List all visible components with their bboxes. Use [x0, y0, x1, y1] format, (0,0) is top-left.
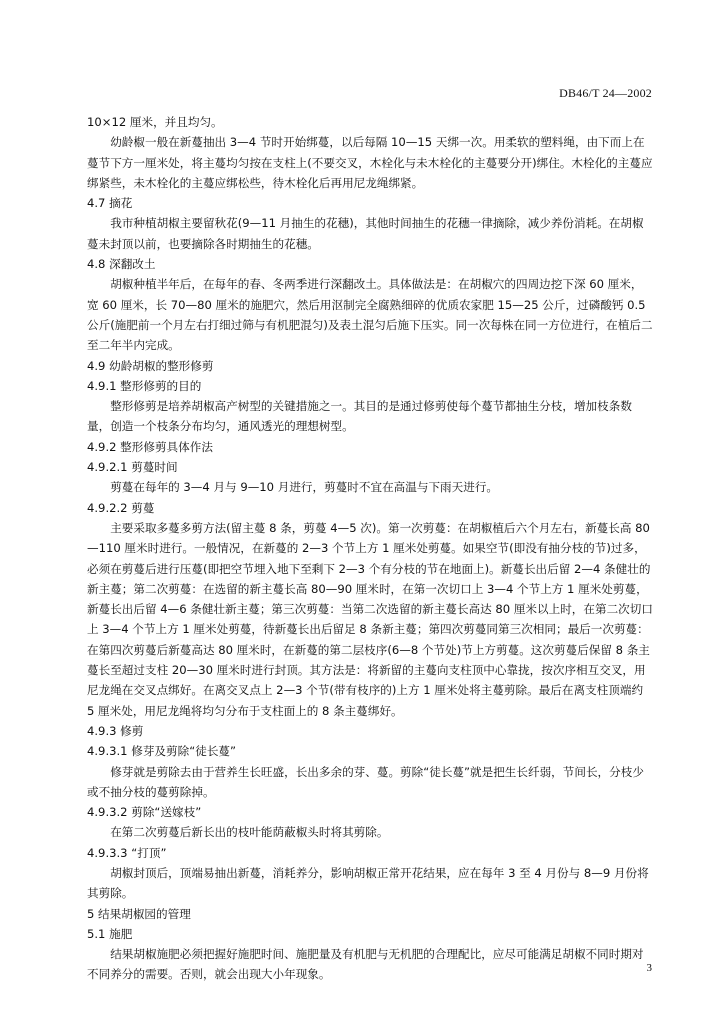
paragraph-continuation: 10×12 厘米，并且均匀。 — [87, 115, 223, 129]
paragraph-vine-cutting: 主要采取多蔓多剪方法(留主蔓 8 条，剪蔓 4—5 次)。第一次剪蔓：在胡椒植后六个月左右，新蔓长高 80—110 厘米时进行。一般情况，在新蔓的 2—3 个节上方 1 厘米处剪蔓。如果空节(即没有抽分枝的节)过多，必须在剪蔓后进行压蔓(即把空节埋入地下至剩下 2—3 个有分枝的节在地面上)。新蔓长出后留 2—4 条健壮的新主蔓；第二次剪蔓：在选留的新主蔓长高 80—90 厘米时，在第一次切口上 3—4 个节上方 1 厘米处剪蔓，新蔓长出后留 4—6 条健壮新主蔓；第三次剪蔓：当第二次选留的新主蔓长高达 80 厘米以上时，在第二次切口上 3—4 个节上方 1 厘米处剪蔓，待新蔓长出后留足 8 条新主蔓；第四次剪蔓同第三次相同；最后一次剪蔓：在第四次剪蔓后新蔓高达 80 厘米时，在新蔓的第二层枝序(6—8 个节处)节上方剪蔓。这次剪蔓后保留 8 条主蔓长至超过支柱 20—30 厘米时进行封顶。其方法是：将新留的主蔓向支柱顶中心靠拢，按次序相互交叉，用尼龙绳在交叉点绑好。在离交叉点上 2—3 个节(带有枝序的)上方 1 厘米处将主蔓剪除。最后在离支柱顶端约 5 厘米处，用尼龙绳将均匀分布于支柱面上的 8 条主蔓绑好。 — [87, 520, 653, 718]
paragraph-binding-vines: 幼龄椒一般在新蔓抽出 3—4 节时开始绑蔓，以后每隔 10—15 天绑一次。用柔软的塑料绳，由下而上在蔓节下方一厘米处，将主蔓均匀按在支柱上(不要交叉，木栓化与未木栓化的主蔓要分开)绑住。木栓化的主蔓应绑紧些，未木栓化的主蔓应绑松些，待木栓化后再用尼龙绳绑紧。 — [87, 135, 653, 190]
section-heading-4-9: 4.9 幼龄胡椒的整形修剪 — [87, 358, 214, 373]
section-heading-4-9-1: 4.9.1 整形修剪的目的 — [87, 378, 202, 393]
paragraph-pruning-time: 剪蔓在每年的 3—4 月与 9—10 月进行，剪蔓时不宜在高温与下雨天进行。 — [110, 480, 499, 495]
section-heading-4-9-2-1: 4.9.2.1 剪蔓时间 — [87, 460, 178, 475]
section-heading-4-7: 4.7 摘花 — [87, 196, 133, 211]
paragraph-flower-removal: 我市种植胡椒主要留秋花(9—11 月抽生的花穗)，其他时间抽生的花穗一律摘除，减少养份消耗。在胡椒蔓未封顶以前，也要摘除各时期抽生的花穗。 — [87, 216, 644, 251]
paragraph-fertilization: 结果胡椒施肥必须把握好施肥时间、施肥量及有机肥与无机肥的合理配比，应尽可能满足胡椒不同时期对不同养分的需要。否则，就会出现大小年现象。 — [87, 947, 644, 982]
section-heading-4-8: 4.8 深翻改土 — [87, 257, 156, 272]
paragraph-topping: 胡椒封顶后，顶端易抽出新蔓，消耗养分，影响胡椒正常开花结果，应在每年 3 至 4 月份与 8—9 月份将其剪除。 — [87, 865, 649, 901]
section-heading-4-9-3-2: 4.9.3.2 剪除“送嫁枝” — [87, 805, 202, 820]
document-body — [87, 112, 654, 985]
paragraph-soil-improvement: 胡椒种植半年后，在每年的春、冬两季进行深翻改土。具体做法是：在胡椒穴的四周边挖下深 60 厘米，宽 60 厘米，长 70—80 厘米的施肥穴，然后用沤制完全腐熟细碎的优质农家肥 15—25 公斤，过磷酸钙 0.5 公斤(施肥前一个月左右打细过筛与有机肥混匀)及表土混匀后施下压实。同一次每株在同一方位进行，在植后二至二年半内完成。 — [87, 277, 653, 353]
section-heading-5: 5 结果胡椒园的管理 — [87, 906, 191, 921]
section-heading-4-9-3: 4.9.3 修剪 — [87, 723, 144, 738]
page-number: 3 — [646, 962, 652, 974]
section-heading-5-1: 5.1 施肥 — [87, 926, 133, 941]
paragraph-bud-trimming: 修芽就是剪除去由于营养生长旺盛，长出多余的芽、蔓。剪除“徒长蔓”就是把生长纤弱，节间长，分枝少或不抽分枝的蔓剪除掉。 — [87, 764, 644, 799]
section-heading-4-9-2-2: 4.9.2.2 剪蔓 — [87, 500, 155, 515]
paragraph-remove-branches: 在第二次剪蔓后新长出的枝叶能荫蔽椒头时将其剪除。 — [110, 825, 389, 840]
paragraph-pruning-purpose: 整形修剪是培养胡椒高产树型的关键措施之一。其目的是通过修剪使每个蔓节都抽生分枝，增加枝条数量，创造一个枝条分布均匀，通风透光的理想树型。 — [87, 399, 632, 434]
section-heading-4-9-2: 4.9.2 整形修剪具体作法 — [87, 439, 213, 454]
section-heading-4-9-3-1: 4.9.3.1 修芽及剪除“徒长蔓” — [87, 744, 237, 759]
document-id-header: DB46/T 24—2002 — [559, 86, 652, 100]
section-heading-4-9-3-3: 4.9.3.3 “打顶” — [87, 845, 167, 860]
